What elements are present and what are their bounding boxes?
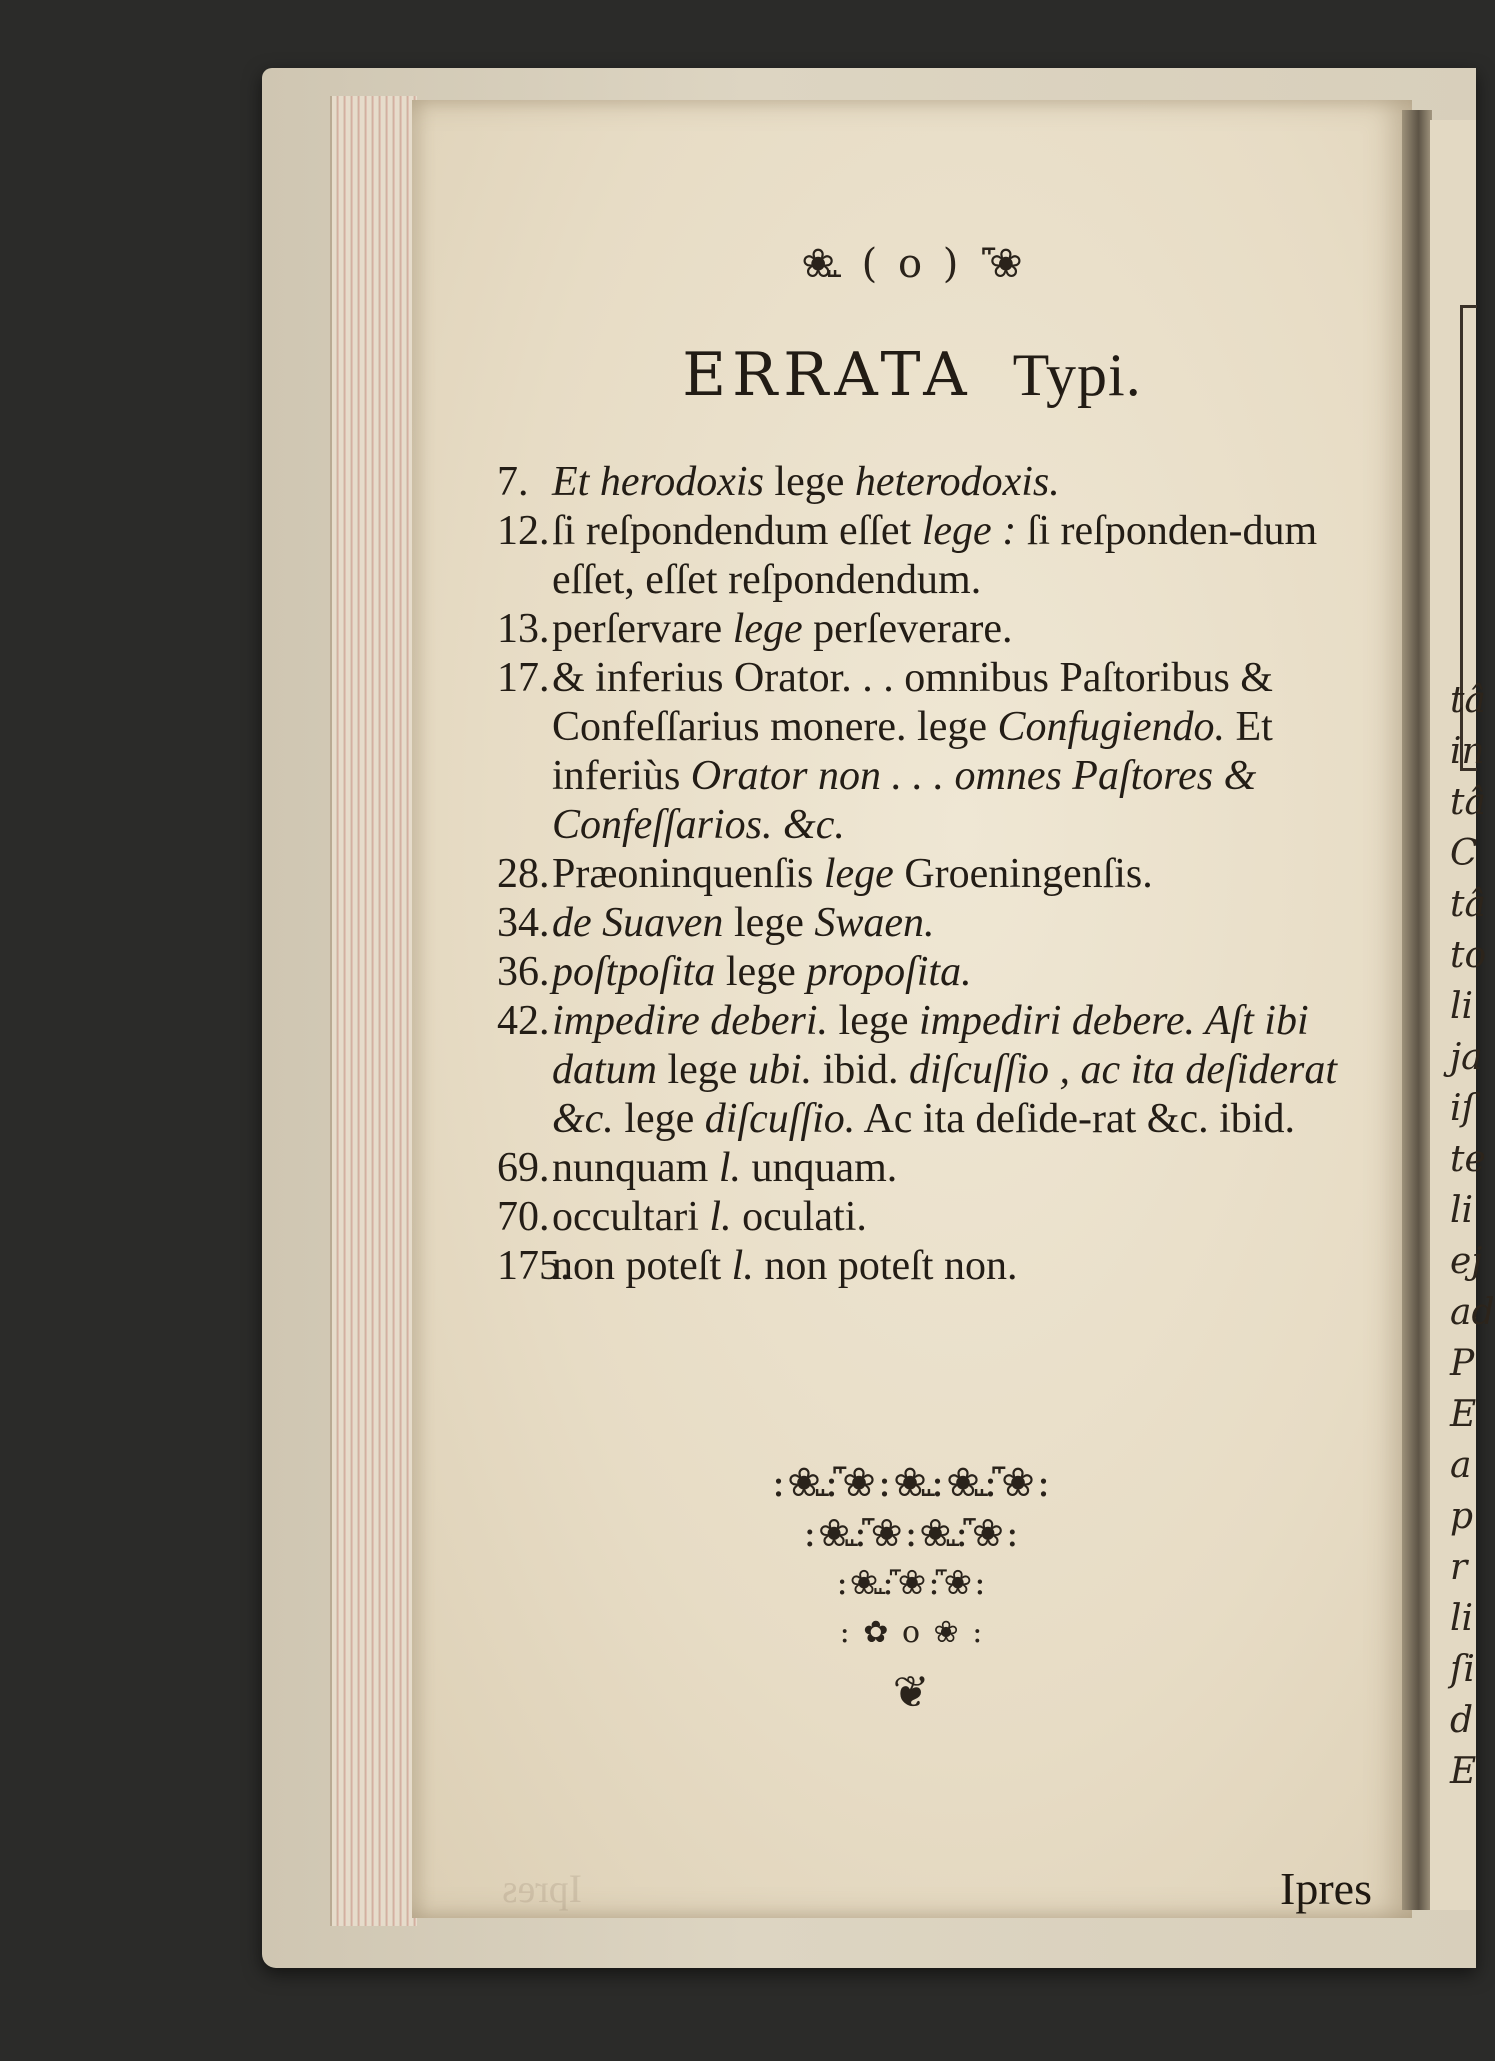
page-header [412,240,1412,287]
errata-page-number: 7. [497,459,529,505]
catchword: Ipres [1280,1863,1372,1914]
errata-entry [497,948,1397,997]
errata-correction: non poteſt l. non poteſt non. [552,1243,1018,1289]
errata-correction: nunquam l. unquam. [552,1145,898,1191]
facing-page-fragment: E [1450,1751,1477,1792]
errata-correction: & inferius Orator. . . omnibus Paſtoribus & Confeſſarius monere. lege Confugiendo. Et inferiùs Orator non . . . omnes Paſtores & Confeſſarios. &c. [552,655,1273,848]
errata-entry [497,899,1397,948]
book-gutter [1402,110,1432,1910]
errata-entry [497,458,1397,507]
facing-page-fragment: ja [1450,1037,1483,1078]
errata-page-number: 34. [497,900,550,946]
errata-correction: impedire deberi. lege impediri debere. Aſt ibi datum lege ubi. ibid. diſcuſſio , ac ita deſiderat &c. lege diſcuſſio. Ac ita deſide-rat &c. ibid. [552,998,1338,1142]
show-through-text: Ipres [502,1866,582,1911]
facing-page-fragment: P [1450,1343,1475,1384]
title-errata: ERRATA [682,340,973,410]
errata-page-number: 28. [497,851,550,897]
errata-list [497,458,1397,1291]
errata-page-number: 13. [497,606,550,652]
header-ornament-right: ꜠❀ [989,241,1023,287]
tailpiece-row-1: :❀꜡:꜠❀:❀꜡:❀꜡:꜠❀: [771,1460,1053,1506]
facing-page-fragment: te [1450,1139,1486,1180]
errata-correction: perſervare lege perſeverare. [552,606,1013,652]
facing-page-fragment: ſi [1450,1649,1475,1690]
tailpiece-row-2: :❀꜡:꜠❀:❀꜡:꜠❀: [803,1511,1021,1555]
facing-page-fragment: to [1450,935,1487,976]
page-folio: ( o ) [861,241,963,287]
errata-entry [497,997,1397,1144]
errata-entry [497,654,1397,850]
facing-page-fragment: E [1450,1394,1477,1435]
header-ornament-left: ❀꜡ [801,241,835,287]
errata-correction: occultari l. oculati. [552,1194,867,1240]
facing-page-fragment: li [1450,1598,1474,1639]
facing-page-fragment: tâ [1450,680,1486,721]
facing-page-fragment: in [1450,731,1485,772]
errata-page-number: 17. [497,655,550,701]
facing-page-fragment: tâ [1450,884,1486,925]
title-typi: Typi. [1012,342,1142,408]
errata-entry [497,605,1397,654]
book-page [412,100,1412,1918]
errata-correction: ſi reſpondendum eſſet lege : ſi reſponden-dum eſſet, eſſet reſpondendum. [552,508,1318,603]
facing-page-fragment: ad [1450,1292,1495,1333]
errata-correction: de Suaven lege Swaen. [552,900,935,946]
errata-entry [497,1193,1397,1242]
facing-page-edge [1430,120,1495,1910]
errata-correction: Præoninquenſis lege Groeningenſis. [552,851,1153,897]
tailpiece-row-4: : ✿ o ❀ : [839,1615,985,1650]
facing-page-fragment: r [1450,1547,1468,1588]
errata-page-number: 175. [497,1243,571,1289]
tailpiece-row-3: :❀꜡:꜠❀:꜠❀: [836,1563,988,1603]
facing-page-fragment: li [1450,986,1474,1027]
errata-page-number: 36. [497,949,550,995]
facing-page-fragment: li [1450,1190,1474,1231]
errata-correction: Et herodoxis lege heterodoxis. [552,459,1060,505]
page-edges [330,96,417,1926]
facing-page-fragment: a [1450,1445,1472,1486]
facing-page-fragment: tâ [1450,782,1486,823]
errata-entry [497,1144,1397,1193]
tailpiece-fleuron: ❦ [892,1667,932,1718]
errata-page-number: 42. [497,998,550,1044]
errata-page-number: 12. [497,508,550,554]
facing-page-fragment: C [1450,833,1478,874]
facing-page-fragment: d [1450,1700,1474,1741]
errata-entry [497,507,1397,605]
page-title [412,340,1412,410]
facing-page-fragment: iſ [1450,1088,1475,1129]
errata-entry [497,1242,1397,1291]
errata-page-number: 70. [497,1194,550,1240]
errata-correction: poſtpoſita lege propoſita. [552,949,972,995]
errata-page-number: 69. [497,1145,550,1191]
tailpiece-ornament [412,1458,1412,1728]
facing-page-fragment: p [1450,1496,1474,1537]
errata-entry [497,850,1397,899]
facing-page-fragment: ej [1450,1241,1483,1282]
